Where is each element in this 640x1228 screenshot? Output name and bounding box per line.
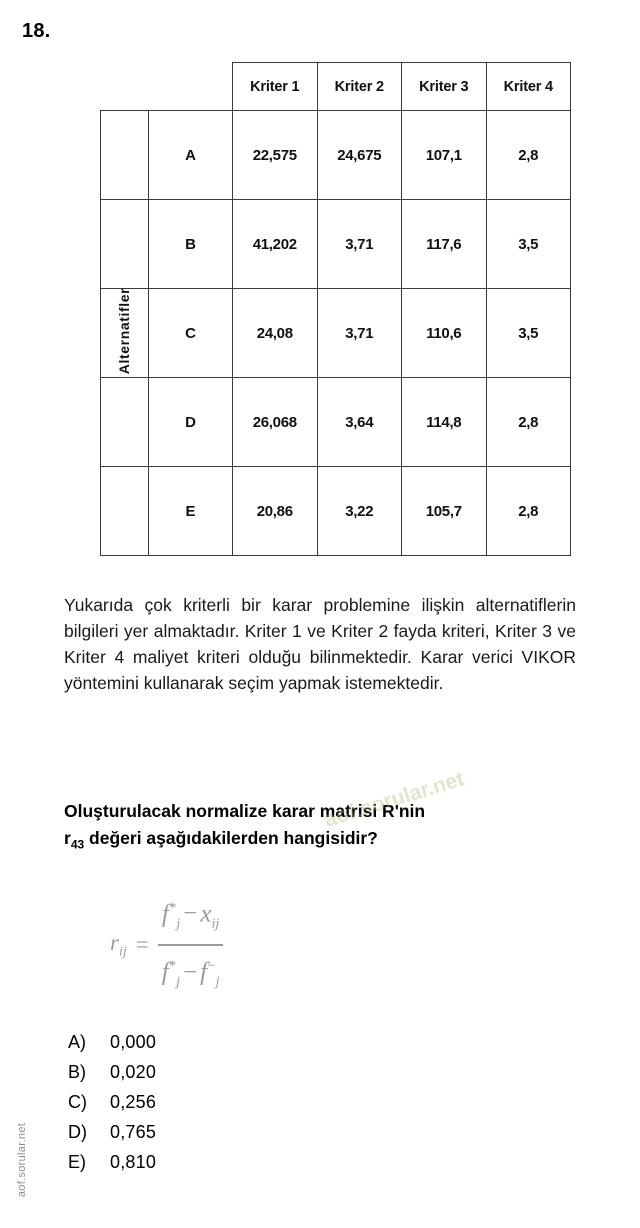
- answer-choice-letter: E): [68, 1152, 86, 1172]
- question-prompt-symbol: r: [64, 828, 71, 848]
- formula-denominator: [158, 946, 224, 1002]
- table-row: [101, 378, 571, 467]
- denominator-term2-sub: j: [215, 974, 220, 990]
- alternative-label: E: [149, 467, 233, 556]
- answer-choice-text: 0,256: [110, 1092, 157, 1112]
- stem-paragraph: Yukarıda çok kriterli bir karar problemine ilişkin alternatiflerin bilgileri yer almaktadır. Kriter 1 ve Kriter 2 fayda kriteri, Kriter 3 ve Kriter 4 maliyet kriteri olduğu bilinmektedir. Karar verici VIKOR yöntemini kullanarak seçim yapmak istemektedir.: [64, 595, 576, 693]
- table-cell: 107,1: [402, 111, 487, 200]
- answer-choice-E[interactable]: [68, 1152, 328, 1182]
- denominator-term1-sub: j: [176, 974, 181, 990]
- answer-choice-text: 0,000: [110, 1032, 157, 1052]
- denominator-term2-base: f: [200, 958, 208, 986]
- formula-lhs-subscript: ij: [118, 944, 127, 960]
- table-cell: 3,5: [486, 200, 571, 289]
- column-header-criterion-1: Kriter 1: [233, 63, 318, 111]
- denominator-term1-sup: *: [168, 958, 177, 975]
- decision-matrix-table: [100, 62, 571, 556]
- answer-choice-text: 0,020: [110, 1062, 157, 1082]
- table-cell: 24,675: [317, 111, 402, 200]
- site-watermark-center: aof.sorular.net: [321, 767, 467, 832]
- row-axis-cell: [101, 378, 149, 467]
- numerator-operator: −: [183, 900, 198, 928]
- denominator-term2-sup: −: [207, 958, 216, 975]
- formula-lhs: [110, 930, 127, 961]
- answer-choice-letter: D): [68, 1122, 87, 1142]
- answer-choice-letter: A): [68, 1032, 86, 1052]
- column-header-criterion-4: Kriter 4: [486, 63, 571, 111]
- answer-choice-letter: B): [68, 1062, 86, 1082]
- answer-choice-letter: C): [68, 1092, 87, 1112]
- answer-choice-text: 0,810: [110, 1152, 157, 1172]
- table-row: [101, 467, 571, 556]
- table-cell: 41,202: [233, 200, 318, 289]
- matrix-header-row: [101, 63, 571, 111]
- table-cell: 3,22: [317, 467, 402, 556]
- formula-numerator: [158, 888, 223, 944]
- question-prompt-line1: Oluşturulacak normalize karar matrisi R'nin: [64, 801, 426, 821]
- alternative-label: D: [149, 378, 233, 467]
- column-header-criterion-3: Kriter 3: [402, 63, 487, 111]
- row-axis-label-text: Alternatifler: [116, 287, 132, 375]
- table-cell: 2,8: [486, 378, 571, 467]
- answer-choice-C[interactable]: [68, 1092, 328, 1122]
- table-cell: 20,86: [233, 467, 318, 556]
- table-cell: 105,7: [402, 467, 487, 556]
- decision-matrix-container: [100, 62, 570, 556]
- row-axis-cell: [101, 467, 149, 556]
- numerator-term1-sup: *: [168, 900, 177, 916]
- table-cell: 110,6: [402, 289, 487, 378]
- answer-choice-A[interactable]: [68, 1032, 328, 1062]
- question-prompt-subscript: 43: [70, 837, 85, 852]
- question-prompt: [64, 798, 580, 859]
- numerator-term2-sub: ij: [211, 916, 220, 932]
- column-header-criterion-2: Kriter 2: [317, 63, 402, 111]
- answer-choice-D[interactable]: [68, 1122, 328, 1152]
- formula-fraction: [158, 888, 224, 1003]
- numerator-term1-sub: j: [176, 916, 181, 932]
- formula-lhs-symbol: r: [110, 930, 119, 956]
- table-cell: 2,8: [486, 467, 571, 556]
- numerator-term1-base: f: [161, 900, 169, 928]
- formula-equals: =: [135, 932, 149, 958]
- table-cell: 114,8: [402, 378, 487, 467]
- table-cell: 22,575: [233, 111, 318, 200]
- alternative-label: C: [149, 289, 233, 378]
- row-axis-cell: [101, 289, 149, 378]
- answer-choice-B[interactable]: [68, 1062, 328, 1092]
- matrix-corner-blank: [149, 63, 233, 111]
- matrix-corner-blank: [101, 63, 149, 111]
- answer-choice-text: 0,765: [110, 1122, 157, 1142]
- row-axis-cell: [101, 200, 149, 289]
- normalization-formula: [110, 888, 223, 1003]
- table-cell: 2,8: [486, 111, 571, 200]
- denominator-operator: −: [183, 958, 198, 986]
- question-prompt-line2: değeri aşağıdakilerden hangisidir?: [84, 828, 378, 848]
- row-axis-cell: [101, 111, 149, 200]
- denominator-term1-base: f: [161, 958, 169, 986]
- table-cell: 3,64: [317, 378, 402, 467]
- answer-choices: [68, 1032, 328, 1182]
- table-cell: 26,068: [233, 378, 318, 467]
- alternative-label: B: [149, 200, 233, 289]
- numerator-term2-base: x: [200, 900, 212, 928]
- table-row: [101, 289, 571, 378]
- table-cell: 3,71: [317, 200, 402, 289]
- table-row: [101, 200, 571, 289]
- table-cell: 24,08: [233, 289, 318, 378]
- table-row: [101, 111, 571, 200]
- alternative-label: A: [149, 111, 233, 200]
- question-number: 18.: [22, 20, 51, 42]
- table-cell: 117,6: [402, 200, 487, 289]
- table-cell: 3,5: [486, 289, 571, 378]
- site-watermark-side: aof.sorular.net: [16, 1122, 28, 1198]
- table-cell: 3,71: [317, 289, 402, 378]
